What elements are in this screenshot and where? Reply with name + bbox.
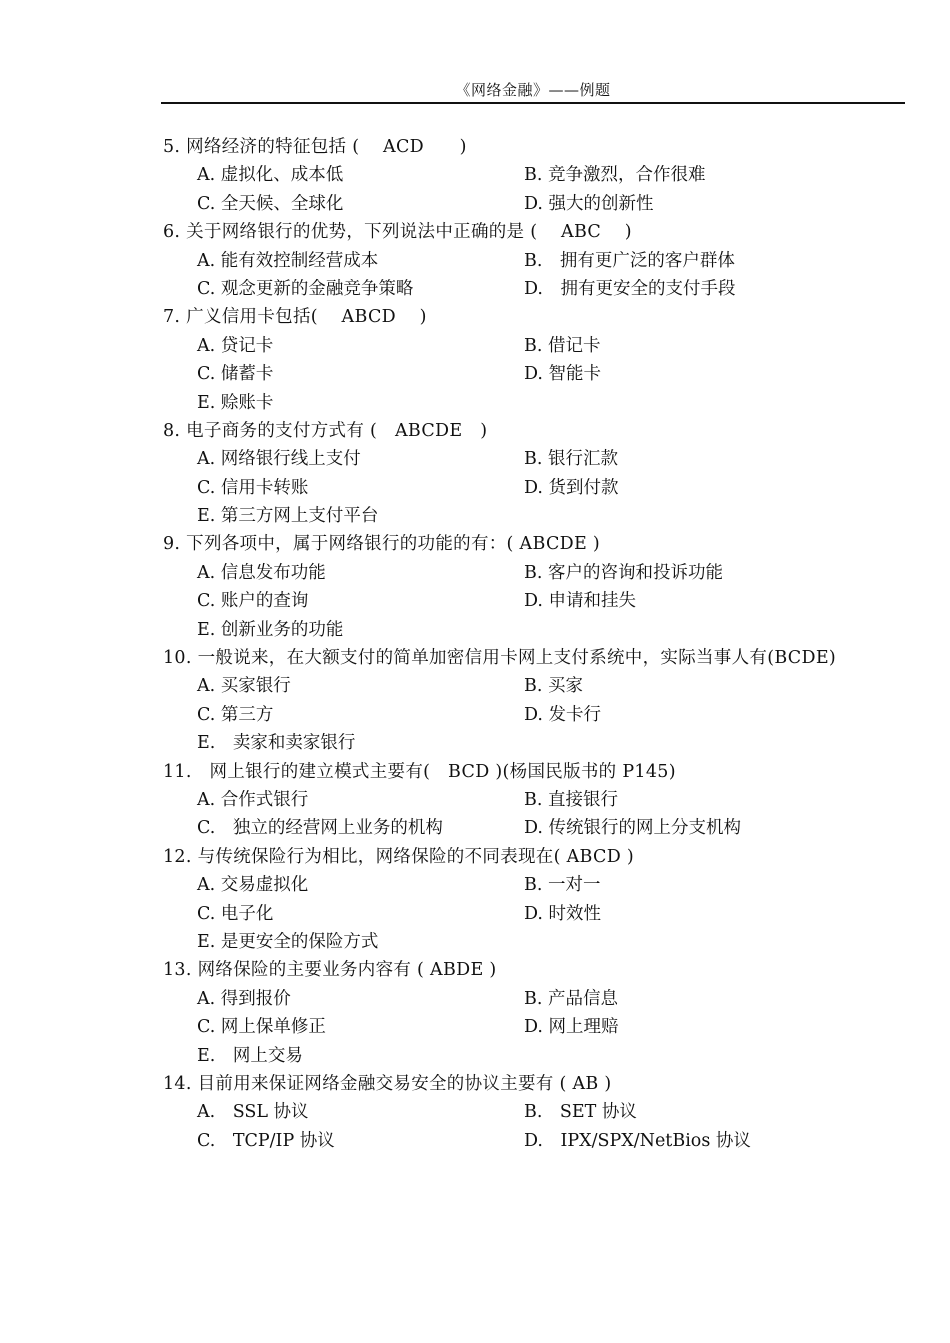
option-d: D. 传统银行的网上分支机构 <box>524 818 742 839</box>
option-d: D. IPX/SPX/NetBios 协议 <box>524 1130 751 1151</box>
option-b: B. 银行汇款 <box>524 449 618 470</box>
option-b: B. 一对一 <box>524 875 601 896</box>
option-row <box>163 161 903 189</box>
option-row <box>163 1042 903 1070</box>
option-row <box>163 814 903 842</box>
option-row <box>163 332 903 360</box>
option-row <box>163 559 903 587</box>
question-12: 12. 与传统保险行为相比，网络保险的不同表现在( ABCD ) <box>163 846 635 867</box>
option-c: C. 信用卡转账 <box>197 477 309 498</box>
option-c: C. 电子化 <box>197 903 274 924</box>
option-row <box>163 247 903 275</box>
option-row <box>163 985 903 1013</box>
option-row <box>163 1013 903 1041</box>
option-a: A. 合作式银行 <box>197 789 309 810</box>
option-b: B. 竞争激烈，合作很难 <box>524 165 706 186</box>
option-row <box>163 474 903 502</box>
option-b: B. SET 协议 <box>524 1102 637 1123</box>
question-14: 14. 目前用来保证网络金融交易安全的协议主要有 ( AB ) <box>163 1073 612 1094</box>
option-e: E. 卖家和卖家银行 <box>197 733 356 754</box>
option-e: E. 是更安全的保险方式 <box>197 931 379 952</box>
option-row <box>163 275 903 303</box>
option-a: A. 得到报价 <box>197 988 291 1009</box>
option-row <box>163 502 903 530</box>
option-c: C. 第三方 <box>197 704 274 725</box>
option-b: B. 买家 <box>524 676 583 697</box>
option-c: C. 储蓄卡 <box>197 364 274 385</box>
question-8: 8. 电子商务的支付方式有 ( ABCDE ) <box>163 420 488 441</box>
option-row <box>163 360 903 388</box>
option-d: D. 网上理赔 <box>524 1017 619 1038</box>
option-a: A. 信息发布功能 <box>197 562 326 583</box>
option-row <box>163 729 903 757</box>
option-c: C. 全天候、全球化 <box>197 193 344 214</box>
option-c: C. 网上保单修正 <box>197 1017 326 1038</box>
option-e: E. 赊账卡 <box>197 392 274 413</box>
option-d: D. 发卡行 <box>524 704 602 725</box>
option-a: A. 交易虚拟化 <box>197 875 309 896</box>
option-a: A. 虚拟化、成本低 <box>197 165 344 186</box>
option-c: C. TCP/IP 协议 <box>197 1130 335 1151</box>
page-header <box>161 80 905 104</box>
option-b: B. 直接银行 <box>524 789 618 810</box>
option-d: D. 申请和挂失 <box>524 591 637 612</box>
header-title: 《网络金融》——例题 <box>455 81 611 99</box>
option-d: D. 拥有更安全的支付手段 <box>524 278 736 299</box>
option-c: C. 独立的经营网上业务的机构 <box>197 818 443 839</box>
option-row <box>163 900 903 928</box>
option-c: C. 账户的查询 <box>197 591 309 612</box>
question-6: 6. 关于网络银行的优势，下列说法中正确的是 ( ABC ) <box>163 222 632 243</box>
option-row <box>163 445 903 473</box>
question-11: 11. 网上银行的建立模式主要有( BCD )(杨国民版书的 P145) <box>163 761 676 782</box>
option-row <box>163 672 903 700</box>
option-row <box>163 587 903 615</box>
option-b: B. 拥有更广泛的客户群体 <box>524 250 735 271</box>
question-7: 7. 广义信用卡包括( ABCD ) <box>163 307 427 328</box>
option-row <box>163 928 903 956</box>
option-a: A. SSL 协议 <box>197 1102 309 1123</box>
option-b: B. 产品信息 <box>524 988 618 1009</box>
question-10: 10. 一般说来，在大额支付的简单加密信用卡网上支付系统中，实际当事人有(BCDE) <box>163 648 837 669</box>
option-d: D. 智能卡 <box>524 364 602 385</box>
option-row <box>163 1098 903 1126</box>
option-row <box>163 389 903 417</box>
option-a: A. 贷记卡 <box>197 335 274 356</box>
option-e: E. 创新业务的功能 <box>197 619 344 640</box>
question-9: 9. 下列各项中，属于网络银行的功能的有：( ABCDE ) <box>163 534 601 555</box>
option-a: A. 能有效控制经营成本 <box>197 250 379 271</box>
option-c: C. 观念更新的金融竞争策略 <box>197 278 414 299</box>
option-row <box>163 701 903 729</box>
option-row <box>163 190 903 218</box>
option-d: D. 时效性 <box>524 903 602 924</box>
option-d: D. 货到付款 <box>524 477 619 498</box>
question-5: 5. 网络经济的特征包括 ( ACD ) <box>163 137 467 157</box>
option-b: B. 客户的咨询和投诉功能 <box>524 562 723 583</box>
option-a: A. 网络银行线上支付 <box>197 449 361 470</box>
question-13: 13. 网络保险的主要业务内容有 ( ABDE ) <box>163 960 497 981</box>
option-row <box>163 786 903 814</box>
option-e: E. 网上交易 <box>197 1045 303 1066</box>
option-a: A. 买家银行 <box>197 676 291 697</box>
option-b: B. 借记卡 <box>524 335 601 356</box>
question-list <box>163 133 903 1155</box>
option-d: D. 强大的创新性 <box>524 193 654 214</box>
option-e: E. 第三方网上支付平台 <box>197 506 379 527</box>
option-row <box>163 616 903 644</box>
option-row <box>163 1127 903 1155</box>
option-row <box>163 871 903 899</box>
